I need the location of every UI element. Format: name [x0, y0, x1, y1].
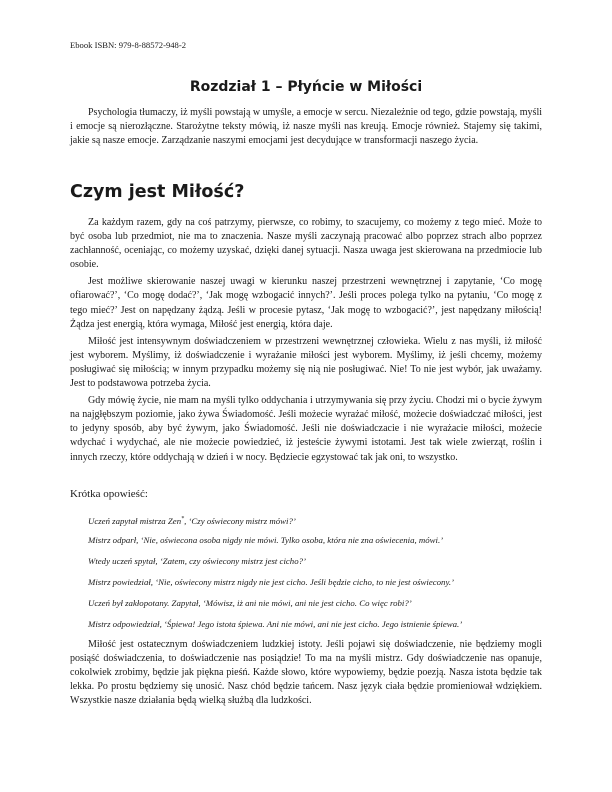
- chapter-title: Rozdział 1 – Płyńcie w Miłości: [189, 79, 423, 95]
- closing-paragraph: Miłość jest ostatecznym doświadczeniem ludzkiej istoty. Jeśli pojawi się doświadczenie, nie będziemy mogli posiąść doświadczenia, to doświadczenie nas posiądzie! To ma na myśli mistrz. Gdy doświadczenie nas opanuje, cokolwiek zrobimy, będzie jak piękna pieśń. Każde słowo, które wypowiemy, będzie poezją. Nasza istota będzie tak lekka. Po prostu będziemy się unosić. Nasz chód będzie tańcem. Nasz język ciała będzie promieniował wdziękiem. Wszystkie nasze działania będą wielką służbą dla ludzkości.: [70, 639, 542, 707]
- chapter-intro: Psychologia tłumaczy, iż myśli powstają w umyśle, a emocje w sercu. Niezależnie od tego, gdzie powstają, myśli i emocje są nierozłączne. Starożytne teksty mówią, iż nasze myśli nas kreują. Emocje również. Stajemy się takimi, jakie są nasze emocje. Zarządzanie naszymi emocjami jest decydujące w transformacji naszego życia.: [70, 107, 542, 147]
- paragraph: Jest możliwe skierowanie naszej uwagi w kierunku naszej przestrzeni wewnętrznej i zapytanie, ‘Co mogę ofiarować?’, ‘Co mogę dodać?’, ‘Jak mogę wzbogacić innych?’. Jeśli proces polega tylko na pytaniu, ‘Co mogę z tego mieć?’ Jest on napędzany żądzą. Jeśli w procesie pytasz, ‘Jak mogę to wzbogacić?’, jest napędzany miłością! Żądza jest energią, która wymaga, Miłość jest energią, która daje.: [70, 276, 542, 330]
- section-body: [70, 216, 542, 468]
- quote-line: Mistrz powiedział, ‘Nie, oświecony mistrz nigdy nie jest cicho. Jeśli będzie cicho, to nie jest oświecony.’: [88, 577, 454, 587]
- chapter-intro-block: [70, 106, 542, 151]
- paragraph: Za każdym razem, gdy na coś patrzymy, pierwsze, co robimy, to szacujemy, co możemy z tego mieć. Może to być osoba lub przedmiot, nie ma to znaczenia. Nasze myśli zaczynają pracować albo poprzez strach albo poprzez zachłanność, oceniając, co możemy uzyskać, dzięki danej sytuacji. Nasza uwaga jest skierowana na przedmiocie lub osobie.: [70, 217, 542, 271]
- paragraph: Gdy mówię życie, nie mam na myśli tylko oddychania i utrzymywania się przy życiu. Chodzi mi o bycie żywym na najgłębszym poziomie, jako żywa Świadomość. Jeśli możecie wyrażać miłość, możecie doświadczać miłości, jest to jedyny sposób, aby być żywym, jako Świadomość. Jeśli nie doświadczacie i nie wyrażacie miłości, możecie wdychać i wydychać, ale nie możecie powiedzieć, iż jesteście żywymi istotami. Jest tak wiele zwierząt, roślin i innych rzeczy, które oddychają w dzień i w nocy. Będziecie egzystować tak jak oni, to wszystko.: [70, 395, 542, 463]
- quote-line: Mistrz odparł, ‘Nie, oświecona osoba nigdy nie mówi. Tylko osoba, która nie zna oświecenia, mówi.’: [88, 535, 444, 545]
- story-quotes: [88, 512, 543, 638]
- isbn-line: Ebook ISBN: 979-8-88572-948-2: [70, 40, 187, 50]
- quote-line: Wtedy uczeń spytał, ‘Zatem, czy oświecony mistrz jest cicho?’: [88, 556, 306, 566]
- section-title: Czym jest Miłość?: [70, 182, 245, 202]
- closing-block: [70, 638, 542, 711]
- story-label: Krótka opowieść:: [70, 488, 148, 500]
- quote-line: Mistrz odpowiedział, ‘Śpiewa! Jego istota śpiewa. Ani nie mówi, ani nie jest cicho. Jego istnienie śpiewa.’: [88, 619, 463, 629]
- quote-line: Uczeń był zakłopotany. Zapytał, ‘Mówisz, iż ani nie mówi, ani nie jest cicho. Co więc robi?’: [88, 598, 412, 608]
- paragraph: Miłość jest intensywnym doświadczeniem w przestrzeni wewnętrznej człowieka. Wielu z nas myśli, iż miłość jest wyborem. Myślimy, iż doświadczenie i wyrażanie miłości jest wyborem. Myślimy, iż jeśli chcemy, możemy posługiwać się miłością; w innym przypadku możemy się nią nie posługiwać. Nie! To nie jest wybór, jak uważamy. Jest to podstawowa potrzeba życia.: [70, 335, 542, 390]
- footnote-marker: *: [181, 516, 185, 522]
- quote-line: Uczeń zapytał mistrza Zen*, ‘Czy oświecony mistrz mówi?’: [88, 515, 296, 526]
